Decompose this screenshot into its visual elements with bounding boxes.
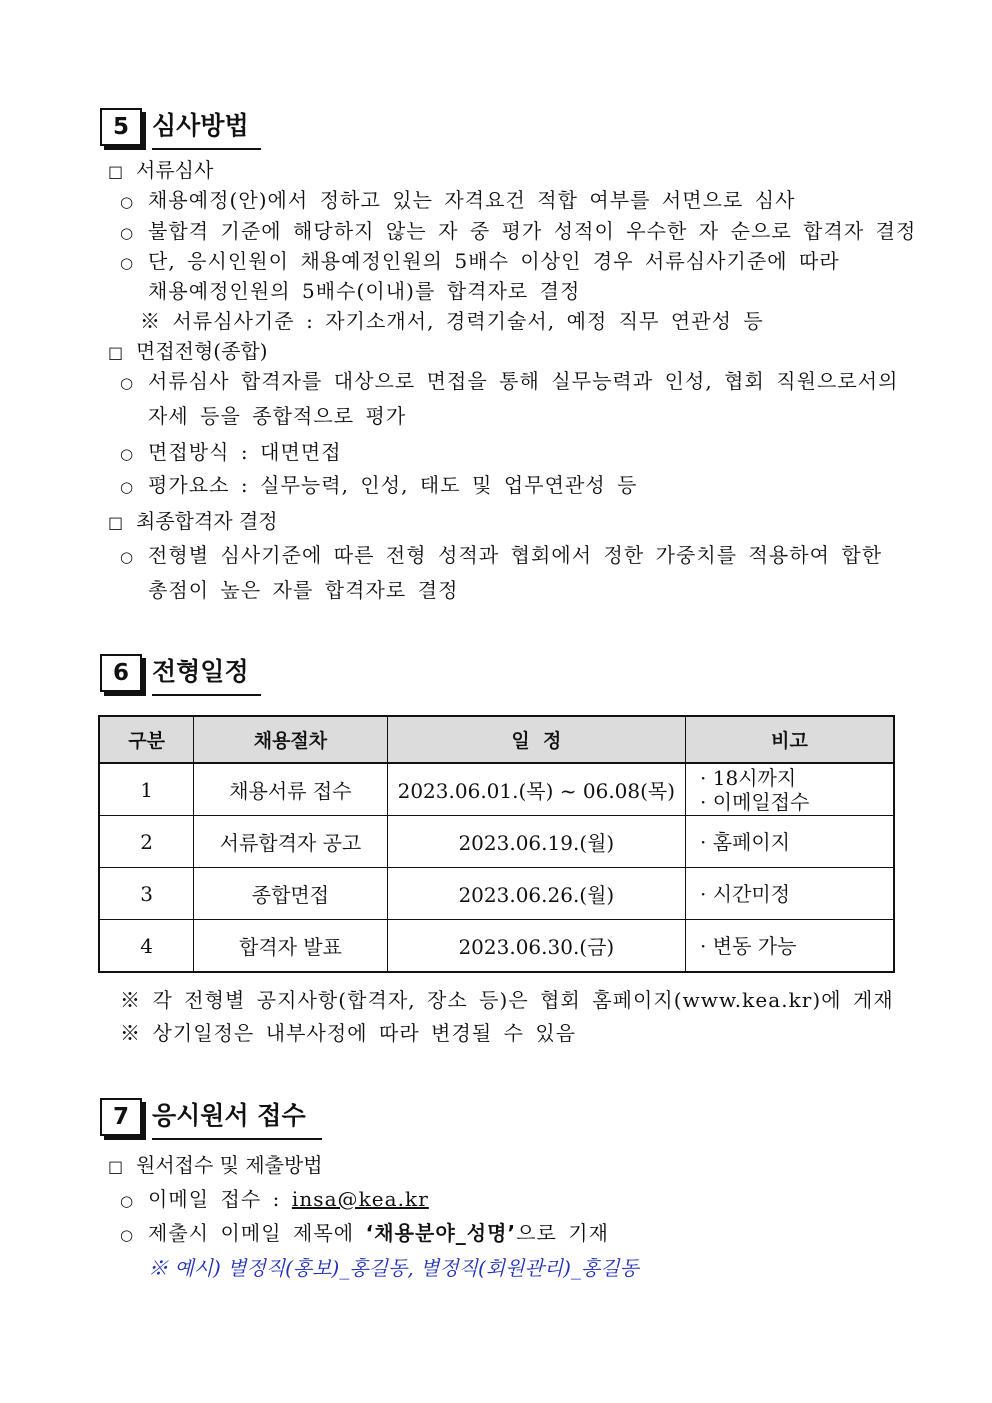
list-item: ○ 평가요소 : 실무능력, 인성, 태도 및 업무연관성 등	[120, 471, 637, 501]
list-item: ○ 불합격 기준에 해당하지 않는 자 중 평가 성적이 우수한 자 순으로 합격자 결정	[120, 217, 916, 247]
section-title: 심사방법	[152, 108, 261, 150]
cell-no: 2	[99, 816, 194, 868]
schedule-note: ※ 각 전형별 공지사항(합격자, 장소 등)은 협회 홈페이지(www.kea.kr)에 게재	[120, 988, 894, 1012]
list-item: ○ 이메일 접수 : insa@kea.kr	[120, 1185, 429, 1215]
square-bullet-icon: □	[108, 1157, 124, 1176]
list-item: ○ 채용예정(안)에서 정하고 있는 자격요건 적합 여부를 서면으로 심사	[120, 186, 796, 216]
schedule-note: ※ 상기일정은 내부사정에 따라 변경될 수 있음	[120, 1021, 577, 1045]
list-item: ○ 단, 응시인원이 채용예정인원의 5배수 이상인 경우 서류심사기준에 따라	[120, 247, 840, 277]
list-item: ○ 면접방식 : 대면면접	[120, 438, 342, 468]
cell-note: · 18시까지 · 이메일접수	[686, 763, 894, 816]
section-title: 전형일정	[152, 654, 261, 696]
cell-step: 합격자 발표	[194, 920, 387, 973]
section-number: 7	[100, 1098, 142, 1136]
circle-bullet-icon: ○	[120, 478, 135, 496]
column-header: 비고	[686, 716, 894, 763]
table-header-row	[99, 716, 894, 763]
section-number: 6	[100, 654, 142, 692]
column-header: 구분	[99, 716, 194, 763]
cell-no: 4	[99, 920, 194, 973]
schedule-table	[98, 715, 895, 973]
circle-bullet-icon: ○	[120, 445, 135, 463]
cell-note: · 홈페이지	[686, 816, 894, 868]
cell-date: 2023.06.01.(목) ~ 06.08(목)	[387, 763, 685, 816]
cell-step: 서류합격자 공고	[194, 816, 387, 868]
cell-date: 2023.06.19.(월)	[387, 816, 685, 868]
example-note: ※ 예시) 별정직(홍보)_홍길동, 별정직(회원관리)_홍길동	[148, 1256, 639, 1280]
list-item-continuation: 채용예정인원의 5배수(이내)를 합격자로 결정	[148, 279, 581, 303]
list-item-continuation: 자세 등을 종합적으로 평가	[148, 404, 407, 428]
circle-bullet-icon: ○	[120, 548, 135, 566]
cell-no: 1	[99, 763, 194, 816]
heading-doc-review: □ 서류심사	[108, 156, 213, 186]
list-item: ○ 전형별 심사기준에 따른 전형 성적과 협회에서 정한 가중치를 적용하여 합한	[120, 541, 882, 571]
heading-final: □ 최종합격자 결정	[108, 507, 278, 537]
table-row	[99, 920, 894, 973]
circle-bullet-icon: ○	[120, 1226, 135, 1244]
list-item-continuation: 총점이 높은 자를 합격자로 결정	[148, 578, 459, 602]
column-header: 일 정	[387, 716, 685, 763]
section-title: 응시원서 접수	[152, 1098, 322, 1140]
cell-date: 2023.06.30.(금)	[387, 920, 685, 973]
cell-note: · 변동 가능	[686, 920, 894, 973]
table-row	[99, 868, 894, 920]
table-row	[99, 816, 894, 868]
column-header: 채용절차	[194, 716, 387, 763]
list-item: ○ 제출시 이메일 제목에 ‘채용분야_성명’으로 기재	[120, 1219, 609, 1249]
square-bullet-icon: □	[108, 513, 124, 532]
cell-step: 채용서류 접수	[194, 763, 387, 816]
heading-interview: □ 면접전형(종합)	[108, 337, 268, 367]
email-link[interactable]: insa@kea.kr	[291, 1187, 429, 1211]
list-item: ○ 서류심사 합격자를 대상으로 면접을 통해 실무능력과 인성, 협회 직원으로서의	[120, 367, 899, 397]
square-bullet-icon: □	[108, 162, 124, 181]
cell-note: · 시간미정	[686, 868, 894, 920]
circle-bullet-icon: ○	[120, 193, 135, 211]
circle-bullet-icon: ○	[120, 1192, 135, 1210]
cell-no: 3	[99, 868, 194, 920]
criteria-note: ※ 서류심사기준 : 자기소개서, 경력기술서, 예정 직무 연관성 등	[140, 309, 764, 333]
heading-submission: □ 원서접수 및 제출방법	[108, 1151, 323, 1181]
circle-bullet-icon: ○	[120, 224, 135, 242]
table-row	[99, 763, 894, 816]
circle-bullet-icon: ○	[120, 254, 135, 272]
cell-date: 2023.06.26.(월)	[387, 868, 685, 920]
cell-step: 종합면접	[194, 868, 387, 920]
square-bullet-icon: □	[108, 343, 124, 362]
circle-bullet-icon: ○	[120, 374, 135, 392]
section-number: 5	[100, 108, 142, 146]
subject-format: ‘채용분야_성명’	[365, 1221, 517, 1245]
